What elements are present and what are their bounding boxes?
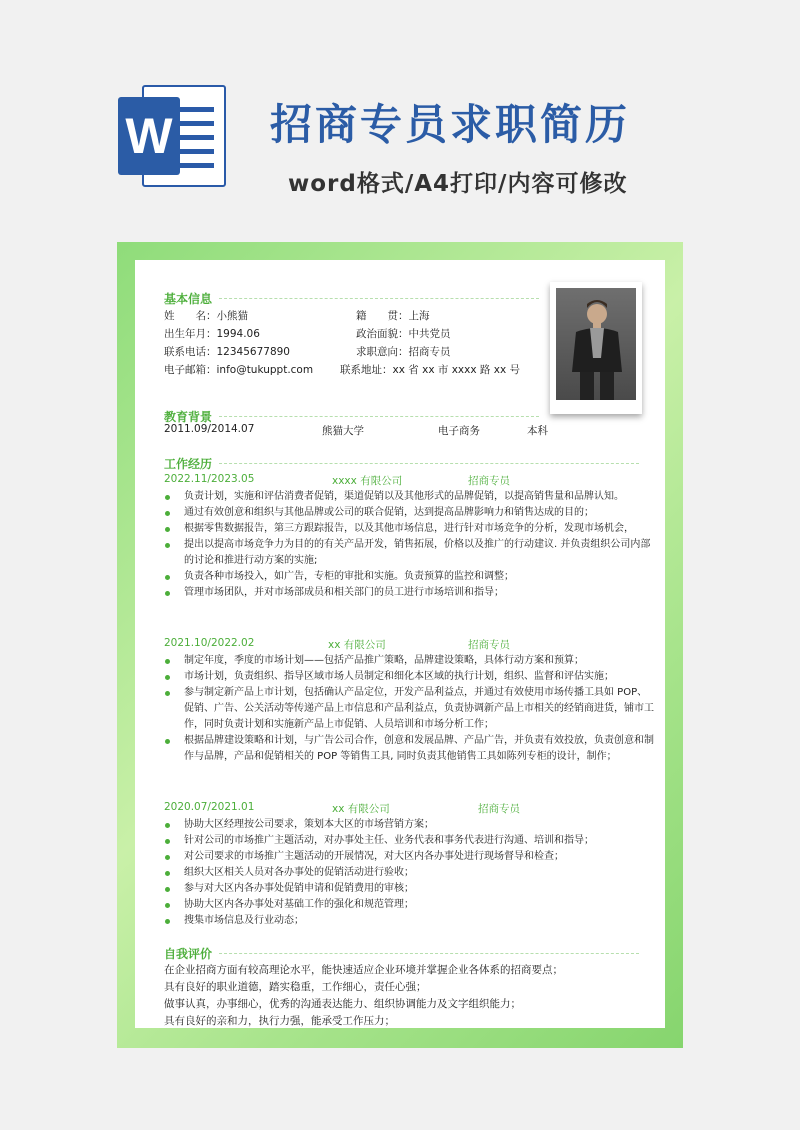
word-doc-icon xyxy=(118,85,226,187)
list-item: 协助大区经理按公司要求，策划本大区的市场营销方案； xyxy=(164,817,654,833)
job-3-company: xx 有限公司 xyxy=(332,803,390,815)
self-eval-title: 自我评价 xyxy=(164,947,213,961)
list-item: 参与制定新产品上市计划，包括确认产品定位，开发产品利益点，并通过有效使用市场传播工具如 POP、促销、广告、公关活动等传递产品上市信息和产品利益点，负责协调新产品上市相关的经销商进货，铺市工作，同时负责计划和实施新产品上市促销、人员培训和市场分析工作； xyxy=(164,685,654,733)
page-title: 招商专员求职简历 xyxy=(270,100,631,149)
job-1-role: 招商专员 xyxy=(468,475,510,487)
list-item: 制定年度，季度的市场计划——包括产品推广策略，品牌建设策略，具体行动方案和预算； xyxy=(164,653,654,669)
self-eval-body xyxy=(164,962,644,1030)
list-item: 提出以提高市场竞争力为目的的有关产品开发，销售拓展，价格以及推广的行动建议. 并负责组织公司内部的讨论和推进行动方案的实施; xyxy=(164,537,654,569)
self-eval-line: 具有良好的职业道德，踏实稳重，工作细心，责任心强； xyxy=(164,981,427,993)
job-1-duties xyxy=(164,489,654,601)
list-item: 负责各种市场投入，如广告，专柜的审批和实施。负责预算的监控和调整； xyxy=(164,569,654,585)
job-1-period: 2022.11/2023.05 xyxy=(164,473,255,485)
list-item: 根据品牌建设策略和计划，与广告公司合作，创意和发展品牌、产品广告，并负责有效投放，负责创意和制作与品牌，产品和促销相关的 POP 等销售工具, 同时负责其他销售工具如陈列专柜的设计，制作； xyxy=(164,733,654,765)
job-2-period: 2021.10/2022.02 xyxy=(164,637,255,649)
photo-card xyxy=(550,282,642,414)
word-w-badge: W xyxy=(118,97,180,175)
education-school: 熊猫大学 xyxy=(322,425,364,437)
list-item: 搜集市场信息及行业动态； xyxy=(164,913,654,929)
resume-paper xyxy=(135,260,665,1028)
job-2-company: xx 有限公司 xyxy=(328,639,386,651)
resume-frame xyxy=(117,242,683,1048)
job-2-duties xyxy=(164,653,654,765)
section-divider xyxy=(219,416,539,417)
basic-hometown: 籍 贯：上海 xyxy=(356,310,430,322)
section-divider xyxy=(219,953,639,954)
basic-phone: 联系电话：12345677890 xyxy=(164,346,290,358)
page-subtitle: word格式/A4打印/内容可修改 xyxy=(288,171,628,197)
basic-intention: 求职意向：招商专员 xyxy=(356,346,451,358)
education-period: 2011.09/2014.07 xyxy=(164,423,255,435)
list-item: 针对公司的市场推广主题活动，对办事处主任、业务代表和事务代表进行沟通、培训和指导； xyxy=(164,833,654,849)
list-item: 组织大区相关人员对各办事处的促销活动进行验收； xyxy=(164,865,654,881)
job-3-role: 招商专员 xyxy=(478,803,520,815)
list-item: 参与对大区内各办事处促销申请和促销费用的审核； xyxy=(164,881,654,897)
basic-email: 电子邮箱：info@tukuppt.com xyxy=(164,364,314,376)
list-item: 协助大区内各办事处对基础工作的强化和规范管理； xyxy=(164,897,654,913)
basic-birth: 出生年月：1994.06 xyxy=(164,328,260,340)
basic-address: 联系地址：xx 省 xx 市 xxxx 路 xx 号 xyxy=(340,364,521,376)
list-item: 管理市场团队，并对市场部成员和相关部门的员工进行市场培训和指导； xyxy=(164,585,654,601)
basic-info-title: 基本信息 xyxy=(164,292,213,306)
job-2-role: 招商专员 xyxy=(468,639,510,651)
list-item: 负责计划，实施和评估消费者促销，渠道促销以及其他形式的品牌促销，以提高销售量和品牌认知。 xyxy=(164,489,654,505)
basic-name: 姓 名：小熊猫 xyxy=(164,310,248,322)
list-item: 通过有效创意和组织与其他品牌或公司的联合促销，达到提高品牌影响力和销售达成的目的； xyxy=(164,505,654,521)
job-3-period: 2020.07/2021.01 xyxy=(164,801,255,813)
basic-political: 政治面貌：中共党员 xyxy=(356,328,451,340)
list-item: 市场计划，负责组织、指导区域市场人员制定和细化本区域的执行计划，组织、监督和评估实施； xyxy=(164,669,654,685)
education-title: 教育背景 xyxy=(164,410,213,424)
section-divider xyxy=(219,463,639,464)
self-eval-line: 具有良好的亲和力，执行力强，能承受工作压力； xyxy=(164,1015,395,1027)
list-item: 根据零售数据报告，第三方跟踪报告，以及其他市场信息，进行针对市场竞争的分析，发现市场机会， xyxy=(164,521,654,537)
person-photo xyxy=(556,288,636,400)
work-title: 工作经历 xyxy=(164,457,213,471)
self-eval-line: 在企业招商方面有较高理论水平，能快速适应企业环境并掌握企业各体系的招商要点； xyxy=(164,964,563,976)
section-divider xyxy=(219,298,539,299)
list-item: 对公司要求的市场推广主题活动的开展情况，对大区内各办事处进行现场督导和检查； xyxy=(164,849,654,865)
education-major: 电子商务 xyxy=(438,425,480,437)
self-eval-line: 做事认真，办事细心，优秀的沟通表达能力、组织协调能力及文字组织能力； xyxy=(164,998,521,1010)
education-degree: 本科 xyxy=(527,425,548,437)
job-3-duties xyxy=(164,817,654,929)
job-1-company: xxxx 有限公司 xyxy=(332,475,403,487)
